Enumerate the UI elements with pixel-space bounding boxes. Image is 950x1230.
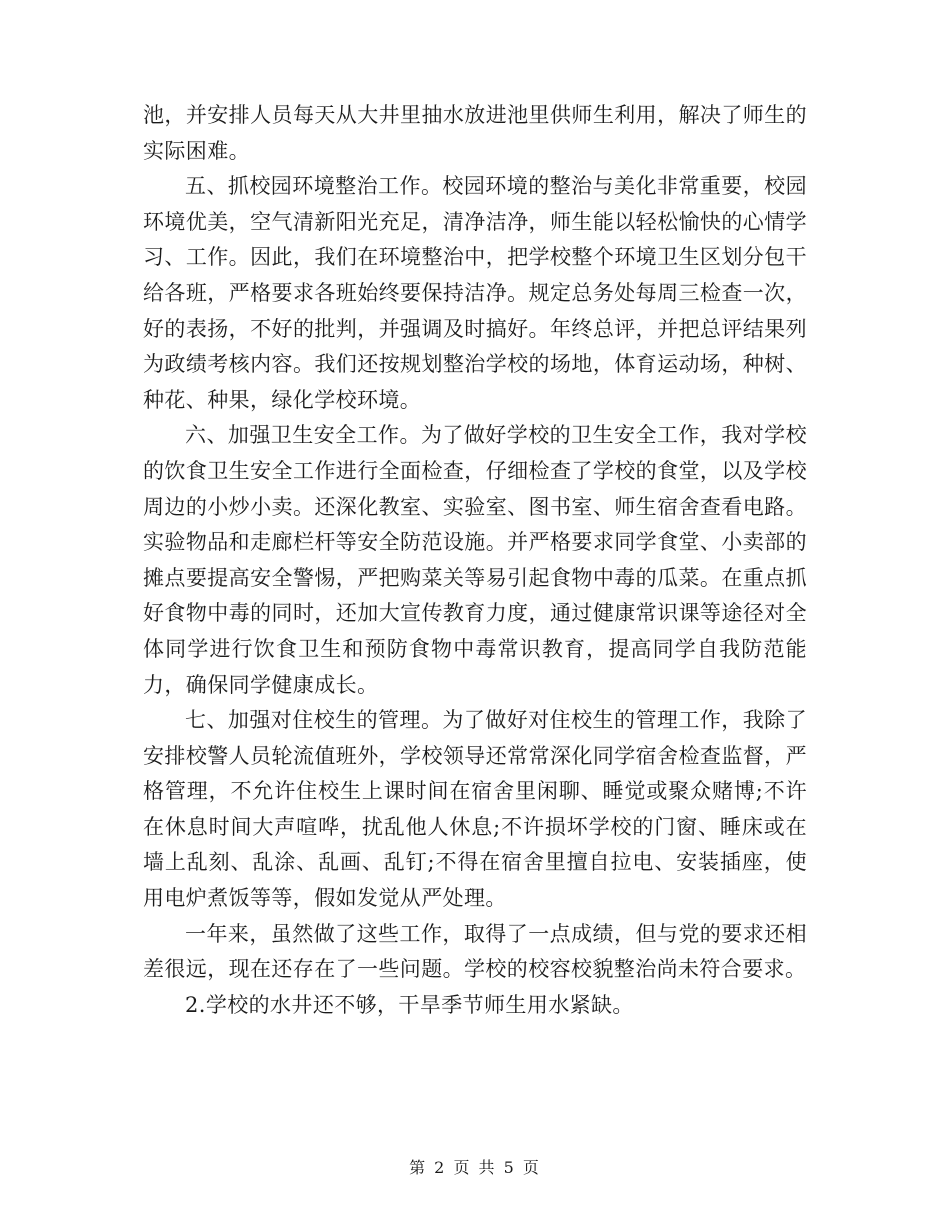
document-body xyxy=(143,98,807,1023)
paragraph-continuation: 池，并安排人员每天从大井里抽水放进池里供师生利用，解决了师生的实际困难。 xyxy=(143,103,807,163)
paragraph-summary: 一年来，虽然做了这些工作，取得了一点成绩，但与党的要求还相差很远，现在还存在了一些问题。学校的校容校貌整治尚未符合要求。 xyxy=(143,921,807,982)
paragraph-problem-2: 2.学校的水井还不够，干旱季节师生用水紧缺。 xyxy=(185,992,634,1017)
paragraph-section-6: 六、加强卫生安全工作。为了做好学校的卫生安全工作，我对学校的饮食卫生安全工作进行全面检查，仔细检查了学校的食堂，以及学校周边的小炒小卖。还深化教室、实验室、图书室、师生宿舍查看电路。实验物品和走廊栏杆等安全防范设施。并严格要求同学食堂、小卖部的摊点要提高安全警惕，严把购菜关等易引起食物中毒的瓜菜。在重点抓好食物中毒的同时，还加大宣传教育力度，通过健康常识课等途径对全体同学进行饮食卫生和预防食物中毒常识教育，提高同学自我防范能力，确保同学健康成长。 xyxy=(143,423,807,697)
page-number: 第 2 页 共 5 页 xyxy=(409,1158,541,1177)
paragraph-section-7: 七、加强对住校生的管理。为了做好对住校生的管理工作，我除了安排校警人员轮流值班外，学校领导还常常深化同学宿舍检查监督，严格管理，不允许住校生上课时间在宿舍里闲聊、睡觉或聚众赌博;不许在休息时间大声喧哗，扰乱他人休息;不许损坏学校的门窗、睡床或在墙上乱刻、乱涂、乱画、乱钉;不得在宿舍里擅自拉电、安装插座，使用电炉煮饭等等，假如发觉从严处理。 xyxy=(143,708,807,911)
paragraph-section-5: 五、抓校园环境整治工作。校园环境的整治与美化非常重要，校园环境优美，空气清新阳光充足，清净洁净，师生能以轻松愉快的心情学习、工作。因此，我们在环境整治中，把学校整个环境卫生区划分包干给各班，严格要求各班始终要保持洁净。规定总务处每周三检查一次，好的表扬，不好的批判，并强调及时搞好。年终总评，并把总评结果列为政绩考核内容。我们还按规划整治学校的场地，体育运动场，种树、种花、种果，绿化学校环境。 xyxy=(143,174,807,412)
